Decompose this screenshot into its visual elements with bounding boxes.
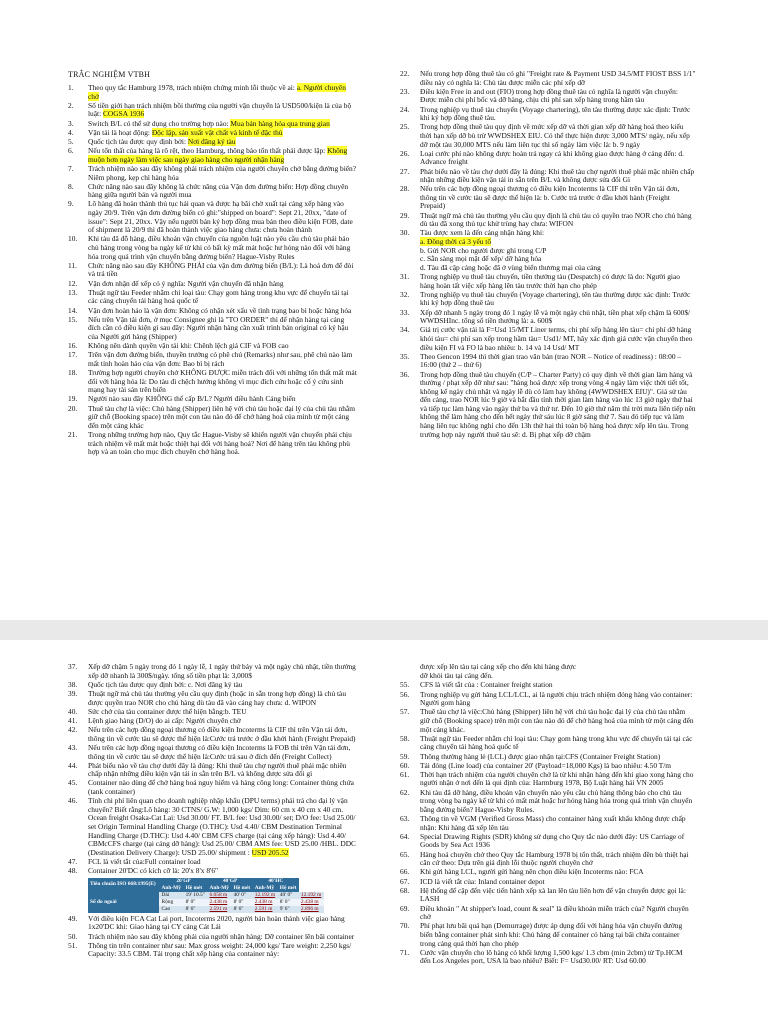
question-number: 2. bbox=[68, 100, 74, 110]
question-text: Special Drawing Rights (SDR) không sử dụng cho Quy tắc nào dưới đây: US Carriage of Goods by Sea Act 1936 bbox=[420, 831, 685, 850]
question-item bbox=[400, 229, 696, 272]
question-item bbox=[68, 663, 362, 680]
question-number: 60. bbox=[400, 760, 410, 770]
question-item bbox=[400, 887, 694, 904]
question-text: Container 20'DC có kích cỡ là: 20'x 8'x 8'6" bbox=[88, 866, 219, 876]
question-item bbox=[400, 212, 696, 229]
question-text: Thông thường hàng lẻ (LCL) được giao nhận tại:CFS (Container Freight Station) bbox=[420, 751, 661, 761]
question-number: 65. bbox=[400, 849, 410, 859]
question-item bbox=[68, 102, 358, 119]
question-number: 13. bbox=[68, 287, 78, 297]
question-text: Thời hạn trách nhiệm của người chuyên chở là từ khi nhận hàng đến khi giao xong hàng cho người nhận ở nơi đến là qui định của: Harmburg 1978, Bộ Luật hàng hải VN 2005 bbox=[420, 769, 694, 788]
highlighted-answer: Nơi đăng ký tàu bbox=[187, 136, 236, 146]
highlighted-answer: a. Đồng thời cả 3 yếu tố bbox=[420, 237, 492, 247]
question-number: 69. bbox=[400, 903, 410, 913]
question-text: Phát biểu nào về tàu chợ dưới đây là đúng: Khi thuê tàu chợ người thuê phải mặc nhiên chấp nhận những điều kiện vận tải in sẵn trên B/L và không được sửa đổi gì bbox=[88, 760, 347, 779]
question-number: 63. bbox=[400, 814, 410, 824]
question-text: Loại cước phí nào không được hoàn trả ngay cả khi không giao được hàng ở cảng đến: d. Advance freight bbox=[420, 148, 684, 167]
question-text: Trách nhiệm nào sau đây không phải của người nhận hàng: Dỡ container lên bãi container bbox=[88, 931, 355, 941]
question-number: 59. bbox=[400, 751, 410, 761]
question-number: 46. bbox=[68, 796, 78, 806]
question-number: 23. bbox=[400, 86, 410, 96]
question-text: Chức năng nào sau đây KHÔNG PHẢI của vận đơn đường biển (B/L): Là hoá đơn để đòi và trả tiền bbox=[88, 260, 354, 279]
question-item bbox=[400, 949, 694, 966]
table-header: 20'GP bbox=[159, 878, 207, 885]
question-item bbox=[400, 309, 696, 326]
question-item bbox=[400, 353, 696, 370]
question-text: Nếu tổn thất của hàng là rõ rệt, theo Hamburg, thông báo tổn thất phải được lập: bbox=[88, 146, 328, 156]
question-text: Tàu được xem là đến cảng nhận hàng khi: bbox=[420, 228, 545, 238]
table-header: 40'GP bbox=[208, 878, 253, 885]
question-item bbox=[400, 708, 694, 734]
table-cell: Dài bbox=[159, 892, 183, 899]
table-cell: 2.438 m bbox=[208, 899, 232, 906]
question-text: Thông tin về VGM (Verified Gross Mass) cho container hàng xuất khẩu không được chấp nhận: Khi hàng đã xếp lên tàu bbox=[420, 814, 686, 832]
page-title: TRẮC NGHIỆM VTBH bbox=[68, 70, 151, 79]
question-item bbox=[400, 88, 696, 105]
question-list bbox=[68, 663, 362, 959]
question-number: 70. bbox=[400, 921, 410, 931]
question-number: 67. bbox=[400, 876, 410, 886]
question-number: 37. bbox=[68, 662, 78, 671]
container-size-table bbox=[88, 878, 324, 913]
continued-text bbox=[400, 663, 694, 681]
question-item bbox=[68, 690, 362, 707]
question-text: Xếp dỡ nhanh 5 ngày trong đó 1 ngày lễ và một ngày chủ nhật, tiền phạt xếp chậm là 600$/ WWDSHInc. tổng số tiền thưởng là: a. 600$ bbox=[420, 307, 691, 326]
page1-right-column bbox=[400, 70, 696, 440]
question-number: 15. bbox=[68, 314, 78, 324]
question-number: 66. bbox=[400, 867, 410, 877]
question-number: 71. bbox=[400, 947, 410, 957]
question-number: 29. bbox=[400, 210, 410, 220]
question-number: 26. bbox=[400, 148, 410, 158]
question-number: 34. bbox=[400, 325, 410, 335]
question-item bbox=[68, 316, 358, 342]
question-item bbox=[68, 165, 358, 182]
question-number: 32. bbox=[400, 289, 410, 299]
question-number: 8. bbox=[68, 181, 74, 191]
table-row-group: Số đo ngoài bbox=[88, 892, 159, 913]
table-cell: 12.192 m bbox=[299, 892, 324, 899]
page2-right-column bbox=[400, 663, 694, 966]
table-cell: 19' 10.5" bbox=[184, 892, 208, 899]
question-number: 47. bbox=[68, 857, 78, 866]
question-item bbox=[400, 789, 694, 815]
question-text: Thuê tàu chợ là việc: Chủ hàng (Shipper) liên hệ với chủ tàu hoặc đại lý của chủ tàu nhằm giữ chỗ (Booking space) trên một con tàu nào đó để chở hàng hoá của mình từ một cảng đến một cảng khác bbox=[88, 403, 356, 430]
question-item bbox=[68, 797, 362, 857]
table-cell: 8' 0" bbox=[278, 899, 299, 906]
answer-option: c. Sẵn sàng mọi mặt để xếp/ dỡ hàng hóa bbox=[420, 254, 542, 264]
question-text: Vận đơn hoàn hảo là vận đơn: Không có nhận xét xấu về tình trạng bao bì hoặc hàng hóa bbox=[88, 305, 352, 315]
question-item bbox=[68, 431, 358, 457]
question-text: Thuật ngữ mà chủ tàu thường yêu cầu quy định là chủ tàu có quyền trao NOR cho chủ hàng dù tàu đã xong thủ tục khử trùng hay chưa: WIFON bbox=[420, 210, 692, 229]
question-item bbox=[400, 691, 694, 708]
table-subheader: Anh-Mỹ bbox=[208, 885, 232, 892]
table-cell: Rộng bbox=[159, 899, 183, 906]
question-item bbox=[400, 905, 694, 922]
question-number: 27. bbox=[400, 166, 410, 176]
question-text: Sức chở của tàu container được thể hiện bằng:b. TEU bbox=[88, 706, 247, 716]
question-text: Trách nhiệm nào sau đây không phải trách nhiệm của người chuyên chở bằng đường biển? Niêm phong, kẹp chì hàng hóa bbox=[88, 163, 357, 182]
question-text: Trường hợp người chuyên chở KHÔNG ĐƯỢC miễn trách đối với những tổn thất mất mát đối với hàng hóa là: Do tàu đi chệch hướng không vì mục đích cứu hoặc cố ý cứu sinh mạng hay tài sản trên biển bbox=[88, 368, 357, 395]
question-text: Nếu trên các hợp đồng ngoại thương có điều kiện Incoterms là CIF thì trên Vận tải đơn, thông tin về cước tàu sẽ được thể hiện là: b. Cước trả trước ở đầu khởi hành (Freight Prepaid) bbox=[420, 184, 680, 211]
page1-left-column bbox=[68, 84, 358, 457]
question-text: Chức năng nào sau đây không là chức năng của Vận đơn đường biển: Hợp đồng chuyên hàng giữa người bán và người mua bbox=[88, 181, 349, 200]
question-number: 25. bbox=[400, 122, 410, 132]
question-number: 57. bbox=[400, 707, 410, 717]
question-item bbox=[68, 867, 362, 913]
question-text: Theo Gencon 1994 thì thời gian trao văn bản (trao NOR – Notice of readiness) : 08:00 – 16:00 (thứ 2 – thứ 6) bbox=[420, 351, 682, 370]
table-cell: 8' 6" bbox=[184, 906, 208, 913]
question-text: Trong những trường hợp nào, Quy tắc Hague-Visby sẽ khiến người vận chuyển phải chịu trách nhiệm về mất mát hoặc thiệt hại đối với hàng hoá? Nơi để hàng trên tàu không phù hợp và an toàn cho mục đích chuyên chở hàng hoá. bbox=[88, 430, 352, 457]
question-number: 10. bbox=[68, 234, 78, 244]
question-text: Quốc tịch tàu được quy định bởi: c. Nơi đăng ký tàu bbox=[88, 679, 243, 689]
highlighted-answer: Mua bán hàng hóa qua trung gian bbox=[230, 118, 330, 128]
question-text: Với điều kiện FCA Cat Lai port, Incoterms 2020, người bán hoàn thành việc giao hàng 1x20'DC khi: Giao hàng tại CY cảng Cát Lái bbox=[88, 913, 345, 932]
question-text: Vận đơn nhận để xếp có ý nghĩa: Người vận chuyển đã nhận hàng bbox=[88, 278, 284, 288]
table-subheader: Anh-Mỹ bbox=[159, 885, 183, 892]
question-text: Xếp dỡ chậm 5 ngày trong đó 1 ngày lễ, 1 ngày thứ bảy và một ngày chủ nhật, tiền thưởng xếp dỡ nhanh là 300$/ngày. tổng số tiền phạt là: 3,000$ bbox=[88, 662, 356, 680]
question-item bbox=[400, 291, 696, 308]
question-number: 38. bbox=[68, 679, 78, 689]
question-item bbox=[400, 326, 696, 352]
question-text: Điều khoản " At shipper's load, count & seal" là điều khoản miễn trách của? Người chuyên chở bbox=[420, 903, 689, 922]
question-list bbox=[68, 84, 358, 457]
question-number: 14. bbox=[68, 305, 78, 315]
question-text: Tính chi phí liên quan cho doanh nghiệp nhập khẩu (DPU terms) phải trả cho đại lý vận chuyển? Biết rằng:Lô hàng: 30 CTNS/ G.W: 1,000 kgs/ Dim: 60 cm x 40 cm x 40 cm. Ocean freight Osaka-Cat Lai: Usd 30.00/ FT. B/L fee: Usd 30.00/ set; D/O fee: Usd 25.00/ set Origin Terminal Handling Charge (O.THC): Usd 4.40/ CBM Destination Terminal Handling Charge (D.THC): Usd 4.40/ CBM CFS charge (tại cảng xếp hàng): Usd 4.40/ CBMcCFS charge (tại cảng dỡ hàng): Usd 25.00/ CBM AMS fee: USD 25.00 /HBL. DDC (Destination Delivery Charge): USD 25.00/ shipment : bbox=[88, 796, 356, 857]
question-number: 64. bbox=[400, 831, 410, 841]
question-text: Hàng hoá chuyên chở theo Quy tắc Hamburg 1978 bị tổn thất, trách nhiệm đền bù thiệt hại căn cứ theo: Dựa trên giá định lỗi thuộc người chuyên chở bbox=[420, 849, 689, 868]
question-text: Trong nghiệp vụ gửi hàng LCL/LCL, ai là người chịu trách nhiệm đóng hàng vào container: Người gom hàng bbox=[420, 689, 693, 708]
question-number: 11. bbox=[68, 260, 77, 270]
question-number: 61. bbox=[400, 769, 410, 779]
question-number: 20. bbox=[68, 403, 78, 413]
question-text: Hệ thống để cập đến việc tiến hành xếp xà lan lên tàu liên hơn để vận chuyển được gọi là: LASH bbox=[420, 885, 686, 904]
question-number: 31. bbox=[400, 272, 410, 281]
question-text: Trong hợp đồng thuê tàu quy định về mức xếp dỡ và thời gian xếp dỡ hàng hoá theo kiểu thời hạn xếp dỡ bù trừ WWDSHEX EIU. Có thể thực hiện được 3,000 MTS/ ngày, nếu xếp dỡ một tàu 30,000 MTS nếu làm liên tục thì số ngày làm việc là: b. 9 ngày bbox=[420, 122, 690, 149]
table-cell: 6.058 m bbox=[208, 892, 232, 899]
question-text: Thuê tàu chợ là việc:Chủ hàng (Shipper) liên hệ với chủ tàu hoặc đại lý của chủ tàu nhằm giữ chỗ (Booking space) trên một con tàu nào đó để chở hàng hoá của mình từ một cảng đến một cảng khác. bbox=[420, 707, 694, 734]
question-text: Nếu trên Vận tải đơn, ở mục Consignee ghi là "TO ORDER" thì để nhận hàng tại cảng đích cần có điều kiện gì sau đây: Người nhận hàng cần xuất trình bản original có ký hậu của Người gửi hàng (Shipper) bbox=[88, 314, 349, 341]
question-number: 56. bbox=[400, 689, 410, 699]
question-text: Không nên dành quyền vận tải khi: Chênh lệch giá CIF và FOB cao bbox=[88, 341, 289, 351]
question-number: 1. bbox=[68, 83, 74, 92]
question-number: 12. bbox=[68, 278, 78, 288]
question-number: 4. bbox=[68, 127, 74, 137]
question-item bbox=[68, 351, 358, 368]
highlighted-answer: Không muộn hơn ngày làm việc sau ngày giao hàng cho người nhận hàng bbox=[88, 146, 348, 164]
question-number: 58. bbox=[400, 733, 410, 743]
question-text: Số tiền giới hạn trách nhiệm bồi thường của người vận chuyển là USD500/kiện là của bộ luật: bbox=[88, 100, 352, 119]
highlighted-answer: COGSA 1936 bbox=[102, 109, 145, 119]
question-number: 24. bbox=[400, 104, 410, 114]
table-subheader: Hệ mét bbox=[232, 885, 253, 892]
answer-option: d. Tàu đã cập cảng hoặc đã ở vùng biển thương mại của cảng bbox=[420, 262, 601, 272]
question-text: Quốc tịch tàu được quy định bởi: bbox=[88, 136, 188, 146]
question-item bbox=[400, 273, 696, 290]
question-item bbox=[68, 405, 358, 431]
question-number: 17. bbox=[68, 350, 78, 360]
question-number: 39. bbox=[68, 688, 78, 698]
table-cell: 8' 0" bbox=[184, 899, 208, 906]
question-item bbox=[68, 779, 362, 796]
page-gap bbox=[0, 620, 768, 640]
question-item bbox=[400, 106, 696, 123]
question-text: Thuật ngữ mà chủ tàu thường yêu cầu quy định (hoặc in sẵn trong hợp đồng) là chủ tàu được quyền trao NOR cho chủ hàng dù tàu đã vào cảng hay chưa: d. WIPON bbox=[88, 688, 347, 707]
question-text: Lệnh giao hàng (D/O) do ai cấp: Người chuyên chở bbox=[88, 715, 241, 725]
highlighted-answer: USD 205.52 bbox=[251, 847, 289, 857]
question-text: Phí phạt lưu bãi quá hạn (Demurrage) được áp dụng đối với hàng hóa vận chuyển đường biển bằng container phát sinh khi: Chủ hàng để container có hàng tại bãi chứa container trong cảng quá thời hạn cho phép bbox=[420, 921, 683, 948]
question-number: 6. bbox=[68, 146, 74, 156]
table-cell: 40' 0" bbox=[278, 892, 299, 899]
question-item bbox=[400, 185, 696, 211]
question-number: 40. bbox=[68, 706, 78, 716]
question-number: 45. bbox=[68, 778, 78, 788]
question-number: 51. bbox=[68, 940, 78, 950]
question-text: Nếu trên các hợp đồng ngoại thương có điều kiện Incoterms là CIF thì trên Vận tải đơn, thông tin về cước tàu sẽ được thể hiện là:Cước trả trước ở đầu khởi hành (Freight Prepaid) bbox=[88, 725, 356, 743]
question-number: 19. bbox=[68, 394, 78, 404]
question-number: 16. bbox=[68, 341, 78, 351]
question-text: Trong nghiệp vụ thuê tàu chuyến, tiền thưởng tàu (Despatch) có được là do: Người giao hàng hoàn tất việc xếp hàng lên tàu trước thời hạn cho phép bbox=[420, 272, 680, 290]
question-text: Tải đóng (Line load) của container 20' (Payload=18,000 Kgs) là bao nhiêu: 4.50 T/m bbox=[420, 760, 672, 770]
highlighted-answer: Độc lập, sản xuất vật chất và kinh tế đặc thù bbox=[151, 127, 283, 137]
question-number: 41. bbox=[68, 715, 78, 725]
question-number: 50. bbox=[68, 931, 78, 941]
question-number: 68. bbox=[400, 885, 410, 895]
question-item bbox=[400, 70, 696, 87]
table-cell: 2.438 m bbox=[253, 899, 278, 906]
question-number: 42. bbox=[68, 725, 78, 735]
question-item bbox=[68, 84, 358, 101]
continued-line: dỡ khỏi tàu tại cảng đến. bbox=[420, 671, 493, 681]
question-number: 28. bbox=[400, 184, 410, 194]
table-cell: 40' 0" bbox=[232, 892, 253, 899]
question-text: Switch B/L có thể sử dụng cho trường hợp nào: bbox=[88, 118, 231, 128]
question-item bbox=[400, 150, 696, 167]
question-item bbox=[68, 262, 358, 279]
question-text: Khi tàu đã dỡ hàng, điều khoản vận chuyển nào yêu cầu chủ hàng thông báo cho chủ tàu trong vòng ba ngày kể từ khi có mất mát hoặc hư hỏng hàng hóa trong quá trình vận chuyển bằng đường biển? Hague-Visby Rules. bbox=[420, 787, 693, 814]
question-text: CFS là viết tắt của : Container freight station bbox=[420, 680, 553, 690]
question-text: Người nào sau đây KHÔNG thể cấp B/L? Người điều hành Cảng biển bbox=[88, 394, 296, 404]
table-cell: 2.896 m bbox=[299, 906, 324, 913]
question-number: 22. bbox=[400, 69, 410, 78]
table-cell: 12.192 m bbox=[253, 892, 278, 899]
table-row bbox=[88, 892, 324, 899]
question-number: 30. bbox=[400, 228, 410, 238]
question-number: 49. bbox=[68, 913, 78, 923]
question-text: Lô hàng đã hoàn thành thủ tục hải quan và được hạ bãi chờ xuất tại cảng xếp hàng vào ngày 20/9. Trên vận đơn đường biển có ghi:"shipped on board": Sept 21, 20xx, "date of issue": Sept 21, 20xx. Vậy nếu người bán ký hợp đồng mua bán theo điều kiện FOB, date of shipment là 20/9 thì đã hoàn thành việc giao hàng chưa: chưa hoàn thành bbox=[88, 199, 353, 235]
question-number: 62. bbox=[400, 787, 410, 797]
question-text: Trên vận đơn đường biển, thuyền trưởng có phê chú (Remarks) như sau, phê chú nào làm mất tính hoàn hảo của vận đơn: Bao bì bị rách bbox=[88, 350, 353, 368]
document-page-2 bbox=[0, 640, 768, 1024]
question-text: Thuật ngữ tàu Feeder nhằm chỉ loại tàu: Chạy gom hàng trong khu vực để chuyển tải tại các cảng chuyển tải hàng hoá quốc tế bbox=[420, 733, 693, 752]
answer-option: b. Gửi NOR cho người được ghi trong C/P bbox=[420, 245, 547, 255]
question-number: 44. bbox=[68, 760, 78, 770]
question-number: 21. bbox=[68, 430, 78, 440]
question-list bbox=[400, 681, 694, 966]
question-text: Điều kiện Free in and out (FIO) trong hợp đồng thuê tàu có nghĩa là người vận chuyển: Được miễn chi phí bốc và dỡ hàng, chịu chi phí san xếp hàng trong hầm tàu bbox=[420, 86, 678, 105]
question-number: 3. bbox=[68, 118, 74, 128]
table-cell: 8' 0" bbox=[232, 899, 253, 906]
question-text: Thuật ngữ tàu Feeder nhằm chỉ loại tàu: Chạy gom hàng trong khu vực để chuyển tải tại các cảng chuyển tải hàng hoá quốc tế bbox=[88, 287, 349, 306]
question-number: 9. bbox=[68, 199, 74, 209]
question-item bbox=[400, 833, 694, 850]
question-text: FCL là viết tắt của:Full container load bbox=[88, 857, 201, 866]
table-cell: Cao bbox=[159, 906, 183, 913]
question-text: Trong nghiệp vụ thuê tàu chuyến (Voyage chartering), tên tàu thường được xác định: Trước khi ký hợp đồng thuê tàu bbox=[420, 289, 691, 308]
question-number: 5. bbox=[68, 136, 74, 146]
question-number: 18. bbox=[68, 368, 78, 378]
table-cell: 2.438 m bbox=[299, 899, 324, 906]
question-item bbox=[68, 762, 362, 779]
question-text: Theo quy tắc Hamburg 1978, trách nhiệm chứng minh lỗi thuộc về ai: bbox=[88, 83, 297, 92]
question-text: Khi gửi hàng LCL, người gửi hàng nên chọn điều kiện Incoterms nào: FCA bbox=[420, 867, 644, 877]
question-list bbox=[400, 70, 696, 439]
question-number: 36. bbox=[400, 369, 410, 379]
question-text: Khi tàu đã đỗ hàng, điều khoản vận chuyển của nguồn luật nào yêu cầu chủ tàu phải báo chủ hàng trong vòng ba ngày kể từ khi có bất kỳ mất mát hoặc hư hỏng nào đối với hàng hóa trong quá trình vận chuyển bằng đường biển? Hague-Visby Rules bbox=[88, 234, 351, 261]
question-item bbox=[400, 815, 694, 832]
table-cell: 2.591 m bbox=[253, 906, 278, 913]
question-item bbox=[68, 183, 358, 200]
continued-line: được xếp lên tàu tại cảng xếp cho đến khi hàng được bbox=[420, 662, 576, 671]
question-item bbox=[68, 289, 358, 306]
question-number: 35. bbox=[400, 351, 410, 361]
question-item bbox=[68, 200, 358, 234]
question-item bbox=[400, 922, 694, 948]
question-text: Giá trị cước vận tải là F=Usd 15/MT Liner terms, chi phí xếp hàng lên tàu= chi phí dỡ hàng khỏi tàu= chi phí san xếp trong hầm tàu= Usd1/ MT, hãy xác định giá cước vận chuyển theo điều kiện FI và FO là bao nhiêu: b. 14 và 14 Usd/ MT bbox=[420, 325, 693, 352]
question-item bbox=[400, 851, 694, 868]
question-item bbox=[400, 735, 694, 752]
question-number: 48. bbox=[68, 866, 78, 876]
question-item bbox=[68, 744, 362, 761]
question-text: Container nào dùng để chở hàng hoá nguy hiểm và hàng công long: Container thùng chứa (tank container) bbox=[88, 778, 354, 797]
question-item bbox=[400, 771, 694, 788]
question-item bbox=[68, 726, 362, 743]
table-subheader: Hệ mét bbox=[184, 885, 208, 892]
table-header: Tiêu chuẩn ISO 668:1995(E) bbox=[88, 878, 159, 892]
table-header: 40'HC bbox=[253, 878, 299, 885]
question-text: Thông tin trên container như sau: Max gross weight: 24,000 kgs/ Tare weight: 2,250 kgs/ Capacity: 33.5 CBM. Tải trọng chất xếp hàng của container này: bbox=[88, 940, 352, 959]
table-subheader: Anh-Mỹ bbox=[253, 885, 278, 892]
table-subheader: Hệ mét bbox=[278, 885, 299, 892]
question-number: 55. bbox=[400, 680, 410, 690]
table-cell: 2.591 m bbox=[208, 906, 232, 913]
question-item bbox=[400, 123, 696, 149]
question-text: ICD là viết tắt của: Inland container depot bbox=[420, 876, 545, 886]
question-item bbox=[68, 147, 358, 164]
question-text: Phát biểu nào về tàu chợ dưới đây là đúng: Khi thuê tàu chợ người thuê phải mặc nhiên chấp nhận những điều kiện vận tải in sẵn trên B/L và không được sửa đổi Gì bbox=[420, 166, 695, 185]
question-text: Nếu trên các hợp đồng ngoại thương có điều kiện Incoterms là FOB thì trên Vận tải đơn, thông tin về cước tàu sẽ được thể hiện là:Cước trả sau ở đích đến (Freight Collect) bbox=[88, 742, 351, 761]
question-number: 7. bbox=[68, 163, 74, 173]
question-item bbox=[68, 369, 358, 395]
question-item bbox=[68, 915, 362, 932]
question-text: Trong nghiệp vụ thuê tàu chuyến (Voyage chartering), tên tàu thường được xác định: Trước khi ký hợp đồng thuê tàu. bbox=[420, 104, 691, 123]
question-text: Cước vận chuyển cho lô hàng có khối lượng 1,500 kgs/ 1.3 cbm (min 2cbm) từ Tp.HCM đến Los Angeles port, USA là bao nhiêu? Biết: F= Usd30.00/ RT: Usd 60.00 bbox=[420, 947, 683, 966]
question-number: 33. bbox=[400, 307, 410, 317]
question-item bbox=[400, 168, 696, 185]
table-cell: 8' 6" bbox=[232, 906, 253, 913]
question-number: 43. bbox=[68, 742, 78, 752]
page2-left-column bbox=[68, 663, 362, 960]
table-cell: 9' 6" bbox=[278, 906, 299, 913]
question-text: Trong hợp đồng thuê tàu chuyến (C/P – Charter Party) có quy định về thời gian làm hàng và thưởng / phạt xếp dỡ như sau: "hàng hoá được xếp trong vòng 4 ngày làm việc thời tiết tốt, không kể ngày chủ nhật và ngày lễ dù có làm hay không (4WWDSHEX EIU)". Giả sử tàu đến cảng, trao NOR lúc 9 giờ và bắt đầu tính thời gian làm hàng vào lúc 13 giờ ngày thứ hai và tiếp tục làm hàng vào ngày thứ ba và thứ tư. Đến 10 giờ thứ năm thì trời mưa liên tiếp nên không thể làm hàng cho đến hết ngày thứ sáu lúc 8 giờ sáng thứ 7. Sau đó tiếp tục và làm hàng liên tục không nghỉ cho đến 13h thứ hai thì toàn bộ hàng hoá được xếp lên tàu. Trong trường hợp này người thuê tàu sẽ: d. Bị phạt xếp dỡ chậm bbox=[420, 369, 696, 439]
question-text: Vận tải là hoạt động: bbox=[88, 127, 152, 137]
highlighted-answer: a. Người chuyên chở bbox=[88, 83, 346, 101]
question-item bbox=[400, 371, 696, 440]
question-item bbox=[68, 942, 362, 959]
question-text: Nếu trong hợp đồng thuê tàu có ghi "Freight rate & Payment USD 34.5/MT FIOST BSS 1/1" điều này có nghĩa là: Chủ tàu được miễn các phí xếp dỡ bbox=[420, 69, 696, 87]
question-item bbox=[68, 235, 358, 261]
